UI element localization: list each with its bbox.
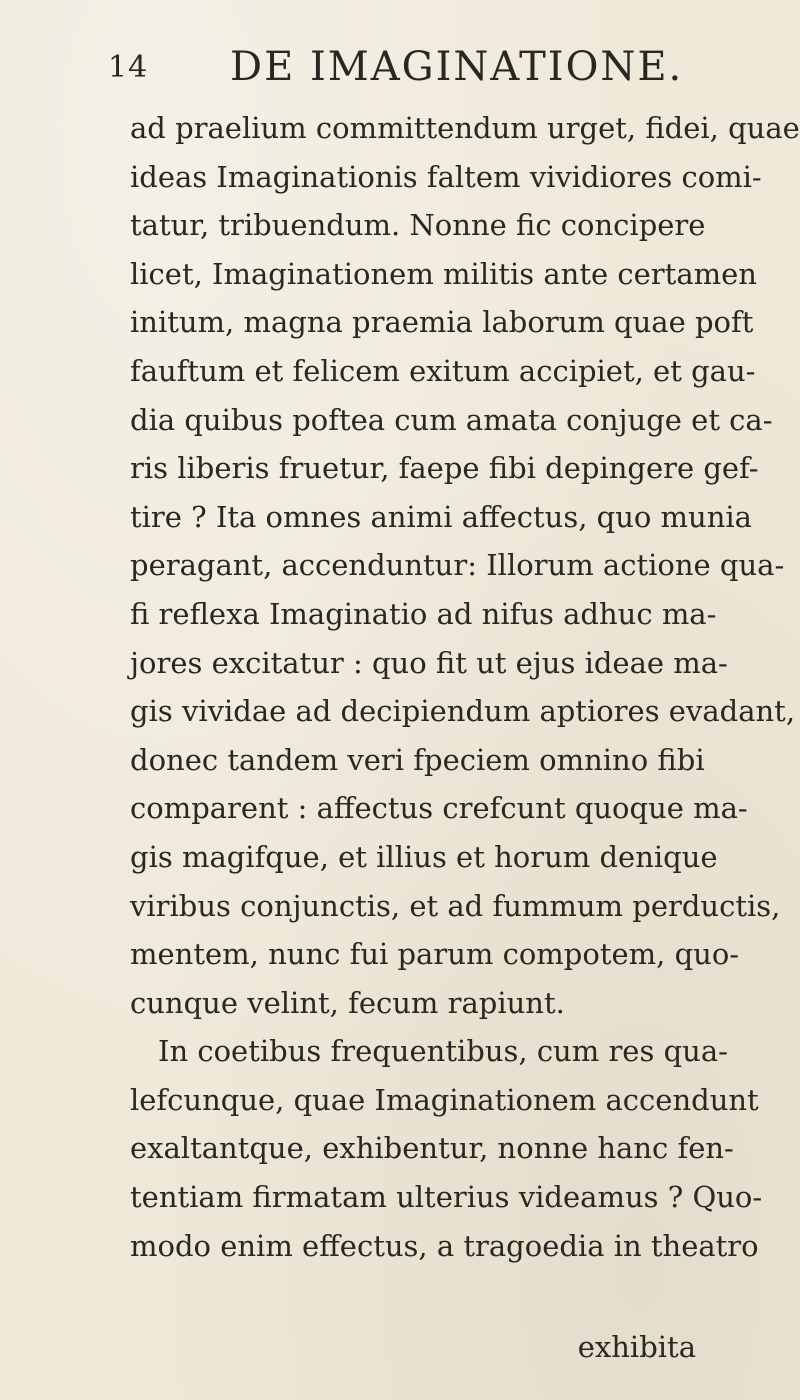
body-text xyxy=(130,104,800,1270)
catchword: exhibita xyxy=(577,1330,696,1364)
page-number: 14 xyxy=(108,50,149,85)
text-line: gis vividae ad decipiendum aptiores evadant, xyxy=(130,694,796,729)
text-line: donec tandem veri fpeciem omnino fibi xyxy=(130,742,705,777)
text-line: licet, Imaginationem militis ante certamen xyxy=(130,256,757,291)
text-line-paragraph-start: In coetibus frequentibus, cum res qua- xyxy=(158,1034,728,1069)
text-line: peragant, accenduntur: Illorum actione qua- xyxy=(130,548,785,583)
text-line: mentem, nunc fui parum compotem, quo- xyxy=(130,937,740,972)
text-line: lefcunque, quae Imaginationem accendunt xyxy=(130,1082,759,1117)
text-line: ad praelium committendum urget, fidei, quae xyxy=(130,111,800,145)
text-line-paragraph-end: cunque velint, fecum rapiunt. xyxy=(130,985,565,1020)
page-header xyxy=(90,44,730,104)
text-line: jores excitatur : quo fit ut ejus ideae ma- xyxy=(130,645,728,680)
text-line: tentiam firmatam ulterius videamus ? Quo- xyxy=(130,1180,763,1215)
text-line: fauftum et felicem exitum accipiet, et gau- xyxy=(130,353,756,388)
text-line: dia quibus poftea cum amata conjuge et ca- xyxy=(130,402,773,437)
text-line: modo enim effectus, a tragoedia in theatro xyxy=(130,1228,759,1263)
text-line: ideas Imaginationis faltem vividiores comi- xyxy=(130,159,762,194)
text-line: fi reflexa Imaginatio ad nifus adhuc ma- xyxy=(130,596,717,631)
text-line: comparent : affectus crefcunt quoque ma- xyxy=(130,791,748,826)
text-line: viribus conjunctis, et ad fummum perductis, xyxy=(130,888,781,923)
text-line: ris liberis fruetur, faepe fibi depingere gef- xyxy=(130,451,759,486)
text-line: tire ? Ita omnes animi affectus, quo munia xyxy=(130,499,752,534)
text-line: initum, magna praemia laborum quae poft xyxy=(130,305,754,340)
text-line: exaltantque, exhibentur, nonne hanc fen- xyxy=(130,1131,734,1166)
text-line: tatur, tribuendum. Nonne fic concipere xyxy=(130,208,706,243)
running-head: DE IMAGINATIONE. xyxy=(230,44,684,90)
text-line: gis magifque, et illius et horum denique xyxy=(130,839,718,874)
